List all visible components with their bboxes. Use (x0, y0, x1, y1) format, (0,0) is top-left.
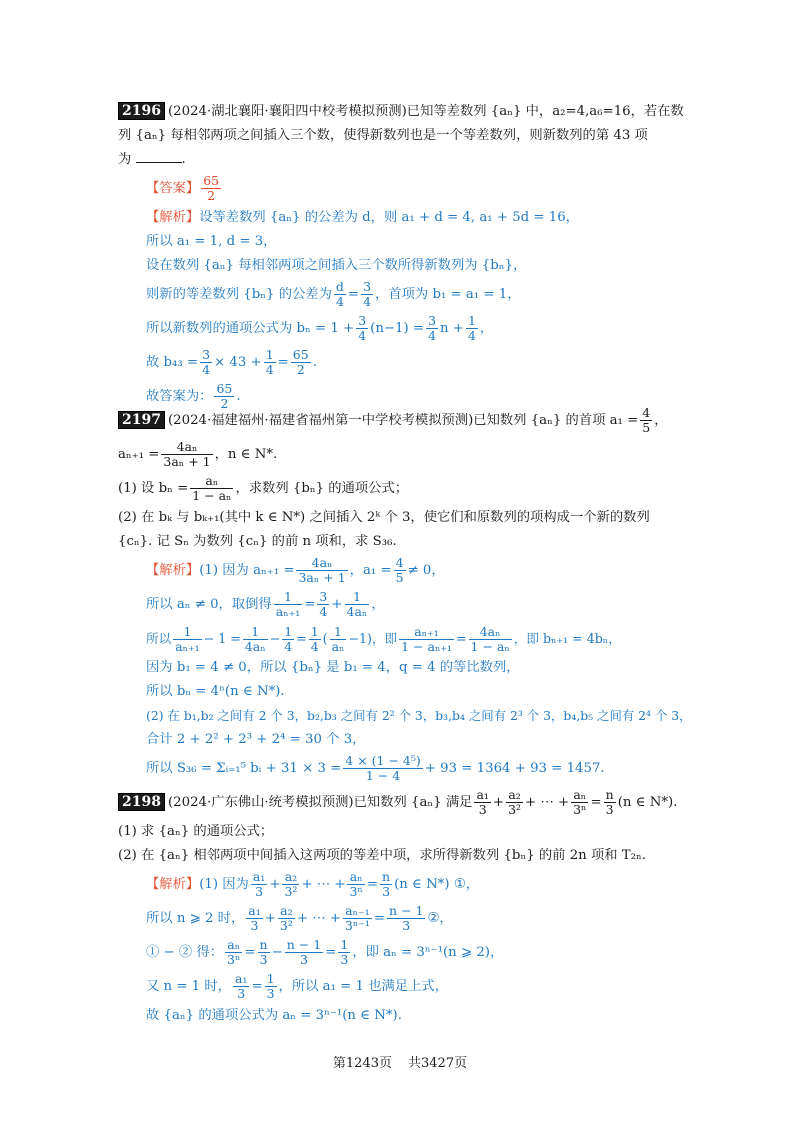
solution-line: 所以新数列的通项公式为 bₙ = 1 + $\frac{3}{4}$ (n−1) = $\frac{3}{4}$ n + $\frac{1}{4}$ ， (146, 313, 494, 343)
problem-stem-line: 为 . (118, 148, 663, 172)
analysis-tag: 【解析】 (146, 210, 200, 225)
answer-blank (136, 148, 182, 163)
solution-line: 所以 aₙ ≠ 0，取倒得 $\frac{1}{\text{aₙ₊₁}}$ = $\frac{3}{4}$ + $\frac{1}{\text{4aₙ}}$ ， (146, 589, 385, 619)
problem-2196 (118, 100, 684, 414)
question-2: (2) 在 bₖ 与 bₖ₊₁(其中 k ∈ N*) 之间插入 2ᵏ 个 3，使它们和原数列的项构成一个新的数列 (118, 510, 650, 525)
solution-line: 故 b₄₃ = $\frac{3}{4}$ × 43 + $\frac{1}{4}$ = $\frac{65}{2}$ . (146, 347, 317, 377)
analysis-tag: 【解析】 (146, 877, 200, 892)
problem-number-badge: 2196 (118, 102, 165, 120)
question-1: (1) 求 {aₙ} 的通项公式； (118, 824, 274, 839)
question-1: (1) 设 bₙ = $\frac{\text{aₙ}}{\text{1 − aₙ}}$ ，求数列 {bₙ} 的通项公式； (118, 473, 409, 503)
solution-line: 【解析】(1) 因为 $\frac{\text{a₁}}{3}$ + $\frac{\text{a₂}}{\text{3²}}$ + ⋯ + $\frac{\text{aₙ}}{\text{3ⁿ}}$ = $\frac{n}{3}$ (n ∈ N*) ①， (146, 869, 480, 899)
solution-line: 所以 S₃₆ = Σᵢ₌₁⁵ bᵢ + 31 × 3 = $\frac{\text{4 × (1 − 4⁵)}}{1 - 4}$ + 93 = 1364 + 93 = 1457. (146, 753, 605, 783)
problem-stem: 2197 (2024·福建福州·福建省福州第一中学校考模拟预测)已知数列 {aₙ} 的首项 a₁ = $\frac{4}{5}$ ， (118, 404, 663, 438)
solution-line: (2) 在 b₁,b₂ 之间有 2 个 3，b₂,b₃ 之间有 2² 个 3，b₃,b₄ 之间有 2³ 个 3，b₄,b₅ 之间有 2⁴ 个 3， (146, 708, 692, 723)
solution-line: 故答案为： $\frac{65}{2}$ . (146, 381, 241, 411)
solution-line: 所以 a₁ = 1, d = 3， (146, 234, 277, 249)
problem-number-badge: 2197 (118, 411, 165, 429)
problem-stem: 2196 (2024·湖北襄阳·襄阳四中校考模拟预测)已知等差数列 {aₙ} 中，a₂=4,a₆=16，若在数 (118, 100, 663, 124)
problem-stem-line: 列 {aₙ} 每相邻两项之间插入三个数，使得新数列也是一个等差数列，则新数列的第 43 项 (118, 128, 648, 143)
solution-line: 【解析】(1) 因为 aₙ₊₁ = $\frac{\text{4aₙ}}{\text{3aₙ + 1}}$ ，a₁ = $\frac{4}{5}$ ≠ 0， (146, 555, 445, 585)
solution-line: 所以 $\frac{1}{\text{aₙ₊₁}}$ − 1 = $\frac{1}{\text{4aₙ}}$ − $\frac{1}{4}$ = $\frac{1}{4}$ ( $\frac{1}{\text{aₙ}}$ −1)，即 $\frac{\text{aₙ₊₁}}{\text{1 − aₙ₊₁}}$ = $\frac{\text{4aₙ}}{\text{1 − aₙ}}$ ，即 bₙ₊₁ = 4bₙ， (146, 624, 621, 654)
problem-stem-line: aₙ₊₁ = $\frac{\text{4aₙ}}{\text{3aₙ + 1}}$ ，n ∈ N*. (118, 439, 278, 469)
problem-stem: 2198 (2024·广东佛山·统考模拟预测)已知数列 {aₙ} 满足 $\frac{\text{a₁}}{3}$ + $\frac{\text{a₂}}{\text{3²}}$ + ⋯ + $\frac{\text{aₙ}}{\text{3ⁿ}}$ = $\frac{n}{3}$ (n ∈ N*). (118, 786, 663, 820)
question-2-cont: {cₙ}. 记 Sₙ 为数列 {cₙ} 的前 n 项和，求 S₃₆. (118, 534, 397, 549)
problem-number-badge: 2198 (118, 793, 165, 811)
problem-2198 (118, 786, 678, 1028)
solution-line: 合计 2 + 2² + 2³ + 2⁴ = 30 个 3， (146, 732, 366, 747)
solution-line: 所以 bₙ = 4ⁿ(n ∈ N*). (146, 684, 285, 699)
solution-line: 故 {aₙ} 的通项公式为 aₙ = 3ⁿ⁻¹(n ∈ N*). (146, 1008, 402, 1023)
answer-line (118, 172, 663, 206)
solution-line: 所以 n ⩾ 2 时， $\frac{\text{a₁}}{3}$ + $\frac{\text{a₂}}{\text{3²}}$ + ⋯ + $\frac{\text{aₙ₋₁}}{\text{3ⁿ⁻¹}}$ = $\frac{n - 1}{3}$ ②， (146, 903, 453, 933)
problem-2197 (118, 404, 692, 786)
question-2: (2) 在 {aₙ} 相邻两项中间插入这两项的等差中项，求所得新数列 {bₙ} 的前 2n 项和 T₂ₙ. (118, 848, 646, 863)
page-total: 共3427页 (408, 1056, 468, 1071)
solution-line: 因为 b₁ = 4 ≠ 0，所以 {bₙ} 是 b₁ = 4，q = 4 的等比数列， (146, 660, 520, 675)
solution-line: ① − ② 得： $\frac{\text{aₙ}}{\text{3ⁿ}}$ = $\frac{n}{3}$ − $\frac{n - 1}{3}$ = $\frac{1}{3}$ ，即 aₙ = 3ⁿ⁻¹(n ⩾ 2)， (146, 937, 504, 967)
page-number: 第1243页 (332, 1056, 392, 1071)
solution-line: 则新的等差数列 {bₙ} 的公差为 $\frac{d}{4}$ = $\frac{3}{4}$ ，首项为 b₁ = a₁ = 1， (146, 279, 521, 309)
solution-line: 又 n = 1 时， $\frac{\text{a₁}}{3}$ = $\frac{1}{3}$ ，所以 a₁ = 1 也满足上式， (146, 971, 448, 1001)
page-footer (0, 1052, 800, 1071)
solution-line: 设在数列 {aₙ} 每相邻两项之间插入三个数所得新数列为 {bₙ}， (146, 258, 527, 273)
solution-line: 【解析】设等差数列 {aₙ} 的公差为 d，则 a₁ + d = 4, a₁ + 5d = 16， (146, 210, 579, 225)
answer-tag: 【答案】 (146, 181, 200, 196)
answer-fraction: $\frac{65}{2}$ (203, 173, 220, 203)
analysis-tag: 【解析】 (146, 563, 200, 578)
